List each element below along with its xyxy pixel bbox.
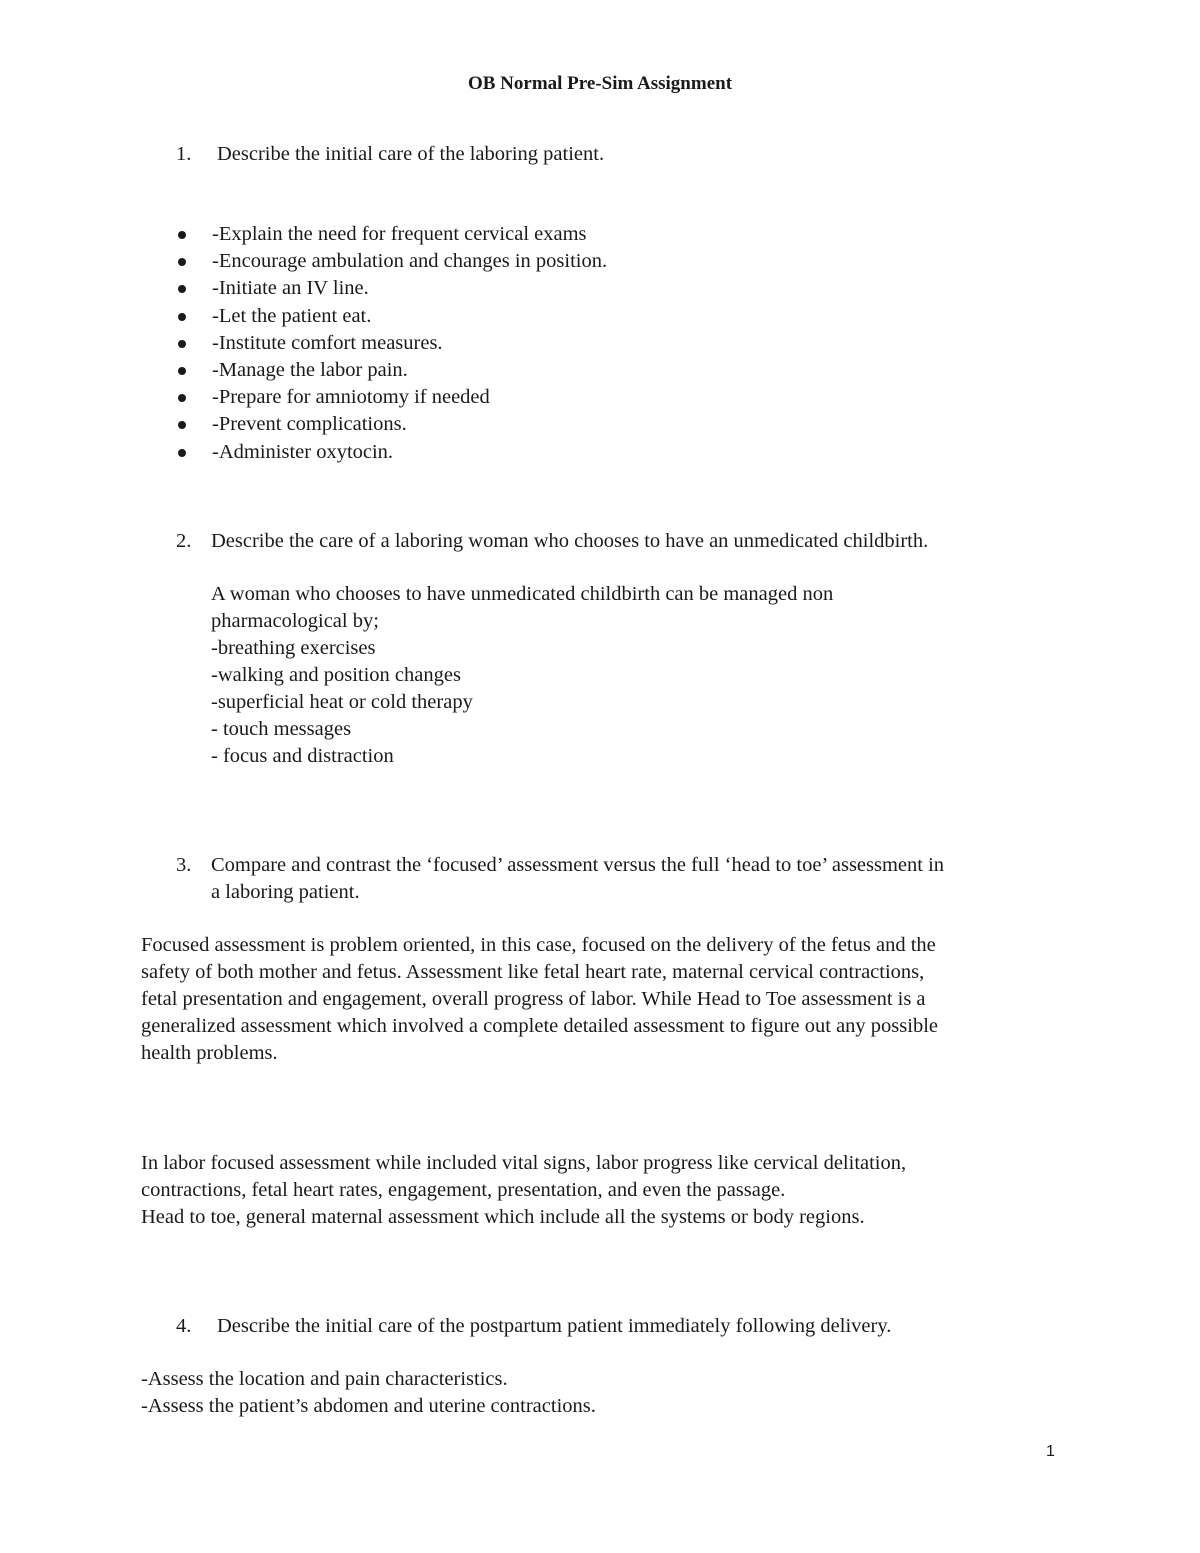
question-2-number: 2. — [176, 530, 192, 552]
list-item: -Prevent complications. — [176, 411, 607, 438]
bullet-icon — [178, 340, 186, 348]
answer-line: -Assess the patient’s abdomen and uterine contractions. — [141, 1395, 596, 1417]
answer-line: -Assess the location and pain characteristics. — [141, 1368, 508, 1390]
answer-line: - touch messages — [211, 718, 352, 740]
bullet-icon — [178, 313, 186, 321]
question-3-answer-comparison — [141, 1150, 906, 1231]
answer-line: In labor focused assessment while included vital signs, labor progress like cervical delitation, — [141, 1152, 907, 1174]
list-item: -Prepare for amniotomy if needed — [176, 384, 607, 411]
question-2-text: Describe the care of a laboring woman who chooses to have an unmedicated childbirth. — [211, 530, 929, 552]
answer-line: -walking and position changes — [211, 664, 461, 686]
question-3-number: 3. — [176, 854, 192, 876]
answer-line: safety of both mother and fetus. Assessment like fetal heart rate, maternal cervical contractions, — [141, 961, 925, 983]
list-item: -Administer oxytocin. — [176, 439, 607, 466]
answer-line: health problems. — [141, 1042, 278, 1064]
list-item: -Manage the labor pain. — [176, 357, 607, 384]
bullet-icon — [178, 394, 186, 402]
question-4-answer — [141, 1366, 596, 1420]
list-item: -Explain the need for frequent cervical exams — [176, 221, 607, 248]
question-1-text: Describe the initial care of the laboring patient. — [217, 143, 605, 165]
question-4-text: Describe the initial care of the postpartum patient immediately following delivery. — [217, 1315, 892, 1337]
answer-line: fetal presentation and engagement, overall progress of labor. While Head to Toe assessment is a — [141, 988, 926, 1010]
answer-line: generalized assessment which involved a complete detailed assessment to figure out any possible — [141, 1015, 938, 1037]
bullet-icon — [178, 421, 186, 429]
bullet-icon — [178, 258, 186, 266]
question-4-number: 4. — [176, 1315, 192, 1337]
question-1-answer-list — [176, 221, 607, 466]
bullet-icon — [178, 449, 186, 457]
question-1-number: 1. — [176, 143, 192, 165]
question-3-text: Compare and contrast the ‘focused’ assessment versus the full ‘head to toe’ assessment in a laboring patient. — [211, 854, 945, 903]
answer-line: pharmacological by; — [211, 610, 379, 632]
answer-line: A woman who chooses to have unmedicated childbirth can be managed non — [211, 583, 834, 605]
answer-line: Focused assessment is problem oriented, in this case, focused on the delivery of the fetus and the — [141, 934, 936, 956]
list-item: -Initiate an IV line. — [176, 275, 607, 302]
page-title: OB Normal Pre-Sim Assignment — [467, 73, 733, 94]
list-item: -Institute comfort measures. — [176, 330, 607, 357]
question-2-answer — [211, 581, 833, 770]
bullet-icon — [178, 367, 186, 375]
answer-line: Head to toe, general maternal assessment which include all the systems or body regions. — [141, 1206, 865, 1228]
answer-line: -breathing exercises — [211, 637, 376, 659]
answer-line: contractions, fetal heart rates, engagement, presentation, and even the passage. — [141, 1179, 786, 1201]
list-item: -Encourage ambulation and changes in position. — [176, 248, 607, 275]
answer-line: -superficial heat or cold therapy — [211, 691, 473, 713]
answer-line: - focus and distraction — [211, 745, 394, 767]
page-number: 1 — [1046, 1443, 1055, 1460]
question-3-answer-focused — [141, 932, 938, 1067]
bullet-icon — [178, 285, 186, 293]
list-item: -Let the patient eat. — [176, 303, 607, 330]
bullet-icon — [178, 231, 186, 239]
